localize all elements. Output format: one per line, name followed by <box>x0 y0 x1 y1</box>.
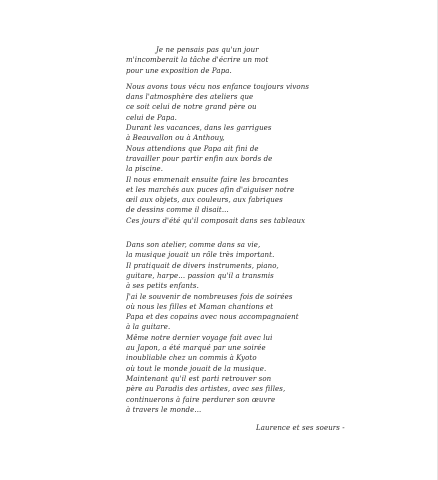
paragraph-1 <box>126 45 426 76</box>
letter-line: à travers le monde... <box>126 405 202 414</box>
letter-line: Il pratiquait de divers instruments, piano, <box>126 261 279 270</box>
letter-line: au Japon, a été marqué par une soirée <box>126 344 266 353</box>
letter-line: où tout le monde jouait de la musique. <box>126 364 267 373</box>
letter-line: à ses petits enfants. <box>126 282 199 291</box>
letter-line: celui de Papa. <box>126 113 177 122</box>
letter-line: œil aux objets, aux couleurs, aux fabriques <box>126 196 283 205</box>
letter-line: Ces jours d'été qu'il composait dans ses tableaux <box>126 216 306 225</box>
letter-line: et les marchés aux puces afin d'aiguiser notre <box>126 185 295 194</box>
letter-line: Durant les vacances, dans les garrigues <box>126 124 272 133</box>
letter-line: Il nous emmenait ensuite faire les brocantes <box>126 175 289 184</box>
paragraph-2 <box>126 82 426 226</box>
letter-line: Nous attendions que Papa ait fini de <box>126 144 259 153</box>
letter-line: continuerons à faire perdurer son œuvre <box>126 395 276 404</box>
letter-line: à Beauvallon ou à Anthouy, <box>126 134 225 143</box>
letter-line: de dessins comme il disait... <box>126 206 229 215</box>
letter-line: la piscine. <box>126 165 164 174</box>
letter-line: Même notre dernier voyage fait avec lui <box>126 333 273 342</box>
letter-line: m'incomberait la tâche d'écrire un mot <box>126 56 269 65</box>
letter-line: Maintenant qu'il est parti retrouver son <box>126 374 272 383</box>
letter-line: où nous les filles et Maman chantions et <box>126 302 274 311</box>
letter-line: J'ai le souvenir de nombreuses fois de soirées <box>126 292 293 301</box>
letter-line: inoubliable chez un commis à Kyoto <box>126 354 257 363</box>
handwritten-letter <box>126 45 426 433</box>
letter-line: Nous avons tous vécu nos enfance toujours vivons <box>126 82 310 91</box>
letter-line: guitare, harpe... passion qu'il a transmis <box>126 271 274 280</box>
letter-line: pour une exposition de Papa. <box>126 66 232 75</box>
signature-block <box>126 423 426 433</box>
letter-line: travailler pour partir enfin aux bords de <box>126 154 273 163</box>
letter-line: Dans son atelier, comme dans sa vie, <box>126 241 261 250</box>
letter-line: père au Paradis des artistes, avec ses filles, <box>126 385 286 394</box>
letter-line: ce soit celui de notre grand père ou <box>126 103 257 112</box>
letter-line: à la guitare. <box>126 323 171 332</box>
paragraph-3 <box>126 240 426 415</box>
signature: Laurence et ses soeurs - <box>256 424 345 433</box>
letter-line: la musique jouait un rôle très important. <box>126 251 275 260</box>
letter-line: Papa et des copains avec nous accompagnaient <box>126 313 299 322</box>
letter-line: dans l'atmosphère des ateliers que <box>126 93 254 102</box>
letter-line: Je ne pensais pas qu'un jour <box>156 46 259 54</box>
